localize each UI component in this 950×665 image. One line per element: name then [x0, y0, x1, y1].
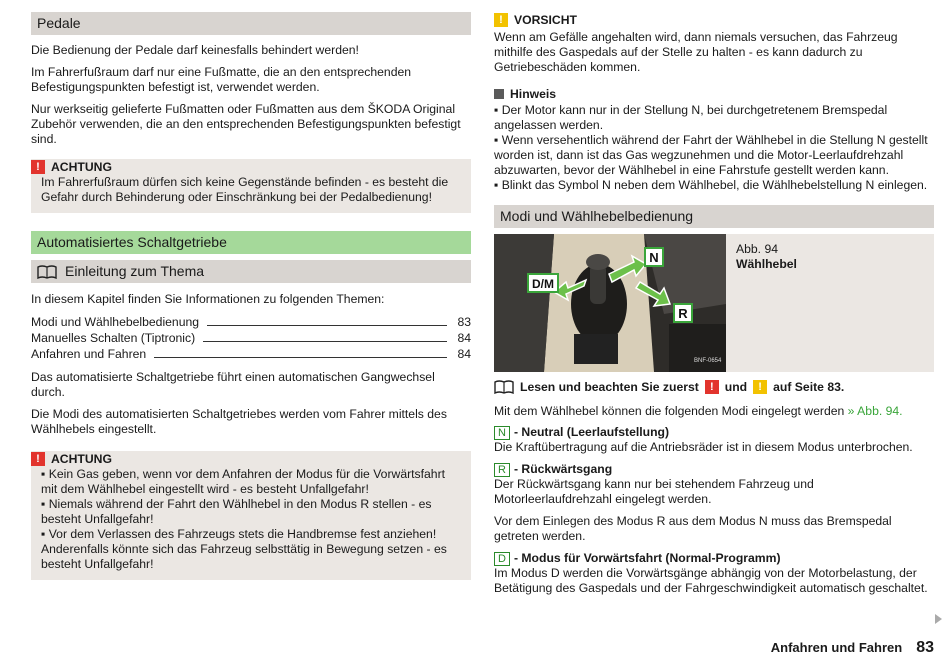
- toc-leader: [203, 341, 447, 342]
- note-label: Hinweis: [510, 87, 557, 101]
- paragraph: Im Fahrerfußraum darf nur eine Fußmatte, die an den entsprechenden Befestigungspunkten befestigt ist, verwendet werden.: [31, 65, 412, 94]
- label-n: N: [649, 250, 659, 265]
- modes-intro-text: Mit dem Wählhebel können die folgenden Modi eingelegt werden: [494, 404, 845, 418]
- caution-icon: !: [753, 380, 767, 394]
- mode-text: Vor dem Einlegen des Modus R aus dem Modus N muss das Bremspedal getreten werden.: [494, 514, 892, 543]
- warning-icon: !: [31, 452, 45, 466]
- read-note-post: auf Seite 83.: [773, 380, 845, 394]
- paragraph: Die Modi des automatisierten Schaltgetriebes werden vom Fahrer mittels des Wählhebels eingestellt.: [31, 407, 447, 436]
- footer-title: Anfahren und Fahren: [770, 640, 903, 655]
- subsection-label: Einleitung zum Thema: [65, 263, 205, 279]
- figure-caption: [726, 234, 934, 372]
- right-column: [494, 12, 934, 603]
- caution-icon: !: [494, 13, 508, 27]
- toc-label: Manuelles Schalten (Tiptronic): [31, 331, 196, 345]
- mode-key: R: [494, 463, 510, 477]
- figure: [494, 234, 934, 372]
- note-item: ▪ Der Motor kann nur in der Stellung N, bei durchgetretenem Bremspedal angelassen werden.: [494, 103, 888, 132]
- mode-title: - Rückwärtsgang: [513, 462, 613, 476]
- figure-code: BNF-0654: [694, 358, 722, 364]
- toc-page: 83: [457, 315, 471, 329]
- figure-number: Abb. 94: [736, 242, 779, 256]
- mode-key: D: [494, 552, 510, 566]
- warning-header: [31, 451, 463, 467]
- section-title-modi: Modi und Wählhebelbedienung: [494, 205, 934, 228]
- toc-label: Anfahren und Fahren: [31, 347, 147, 361]
- paragraph: In diesem Kapitel finden Sie Informationen zu folgenden Themen:: [31, 292, 385, 306]
- note-item: ▪ Wenn versehentlich während der Fahrt der Wählhebel in die Stellung N gestellt worden ist, dann ist das Gas wegzunehmen und die Motor-Leerlaufdrehzahl abzuwarten, bevor der Wählhebel in eine Fahrstufe gestellt werden kann.: [494, 133, 928, 177]
- toc-leader: [207, 325, 447, 326]
- mode-text: Der Rückwärtsgang kann nur bei stehendem Fahrzeug und Motorleerlaufdrehzahl eingelegt werden.: [494, 477, 814, 506]
- warning-item: ▪ Vor dem Verlassen des Fahrzeugs stets die Handbremse fest anziehen! Anderenfalls könnte sich das Fahrzeug selbsttätig in Bewegung setzen - es besteht Unfallgefahr!: [41, 527, 447, 571]
- toc-label: Modi und Wählhebelbedienung: [31, 315, 200, 329]
- gear-selector-image: [494, 234, 726, 372]
- toc-page: 84: [457, 347, 471, 361]
- page-number: 83: [916, 639, 934, 656]
- toc-leader: [154, 357, 447, 358]
- mode-key: N: [494, 426, 510, 440]
- paragraph: Die Bedienung der Pedale darf keinesfalls behindert werden!: [31, 43, 359, 57]
- note-header: [494, 87, 934, 101]
- page-footer: [771, 639, 934, 657]
- read-note: [494, 380, 934, 394]
- warning-label: ACHTUNG: [51, 451, 112, 466]
- section-title-pedale: Pedale: [31, 12, 471, 35]
- toc-page: 84: [457, 331, 471, 345]
- read-note-mid: und: [724, 380, 748, 394]
- warning-box: [31, 159, 471, 213]
- mode-heading-r: [494, 462, 934, 477]
- toc-entry[interactable]: [31, 314, 471, 330]
- book-icon: [494, 380, 514, 394]
- left-column: [31, 12, 471, 594]
- mode-text: Die Kraftübertragung auf die Antriebsräder ist in diesem Modus unterbrochen.: [494, 440, 913, 454]
- warning-text: Im Fahrerfußraum dürfen sich keine Gegenstände befinden - es besteht die Gefahr durch Behinderung oder Einschränkung bei der Pedalbedienung!: [41, 175, 449, 204]
- warning-header: [31, 159, 463, 175]
- label-dm: D/M: [532, 277, 554, 291]
- chapter-title: Automatisiertes Schaltgetriebe: [31, 231, 471, 254]
- warning-box: [31, 451, 471, 580]
- mode-text: Im Modus D werden die Vorwärtsgänge abhängig von der Motorbelastung, der Betätigung des Gaspedals und der Fahrgeschwindigkeit automatisch geschaltet.: [494, 566, 928, 595]
- mode-title: - Neutral (Leerlaufstellung): [513, 425, 670, 439]
- mode-heading-n: [494, 425, 934, 440]
- table-of-contents: [31, 314, 471, 362]
- mode-heading-d: [494, 551, 934, 566]
- warning-item: ▪ Kein Gas geben, wenn vor dem Anfahren der Modus für die Vorwärtsfahrt mit dem Wählhebel eingestellt wird - es besteht Unfallgefahr!: [41, 467, 446, 496]
- note-item: ▪ Blinkt das Symbol N neben dem Wählhebel, die Wählhebelstellung N einlegen.: [494, 178, 928, 192]
- caution-header: [494, 12, 934, 28]
- read-note-pre: Lesen und beachten Sie zuerst: [520, 380, 699, 394]
- warning-icon: !: [31, 160, 45, 174]
- toc-entry[interactable]: [31, 330, 471, 346]
- caution-text: Wenn am Gefälle angehalten wird, dann niemals versuchen, das Fahrzeug mithilfe des Gaspedals auf der Stelle zu halten - es kann dadurch zu Getriebeschäden kommen.: [494, 30, 898, 74]
- figure-title: Wählhebel: [736, 257, 797, 271]
- caution-label: VORSICHT: [514, 13, 577, 27]
- figure-link[interactable]: » Abb. 94.: [847, 404, 903, 418]
- modes-intro: [494, 404, 934, 419]
- note-icon: [494, 89, 504, 99]
- subsection-title: [31, 260, 471, 283]
- mode-title: - Modus für Vorwärtsfahrt (Normal-Programm): [513, 551, 781, 565]
- warning-icon: !: [705, 380, 719, 394]
- paragraph: Nur werkseitig gelieferte Fußmatten oder Fußmatten aus dem ŠKODA Original Zubehör verwenden, die an den entsprechenden Befestigungspunkten befestigt sind.: [31, 102, 461, 146]
- label-r: R: [678, 306, 688, 321]
- toc-entry[interactable]: [31, 346, 471, 362]
- warning-item: ▪ Niemals während der Fahrt den Wählhebel in den Modus R stellen - es besteht Unfallgefahr!: [41, 497, 432, 526]
- warning-label: ACHTUNG: [51, 159, 112, 174]
- paragraph: Das automatisierte Schaltgetriebe führt einen automatischen Gangwechsel durch.: [31, 370, 435, 399]
- book-icon: [37, 265, 57, 279]
- next-page-arrow-icon[interactable]: [935, 614, 942, 624]
- gear-selector-illustration: [494, 234, 726, 372]
